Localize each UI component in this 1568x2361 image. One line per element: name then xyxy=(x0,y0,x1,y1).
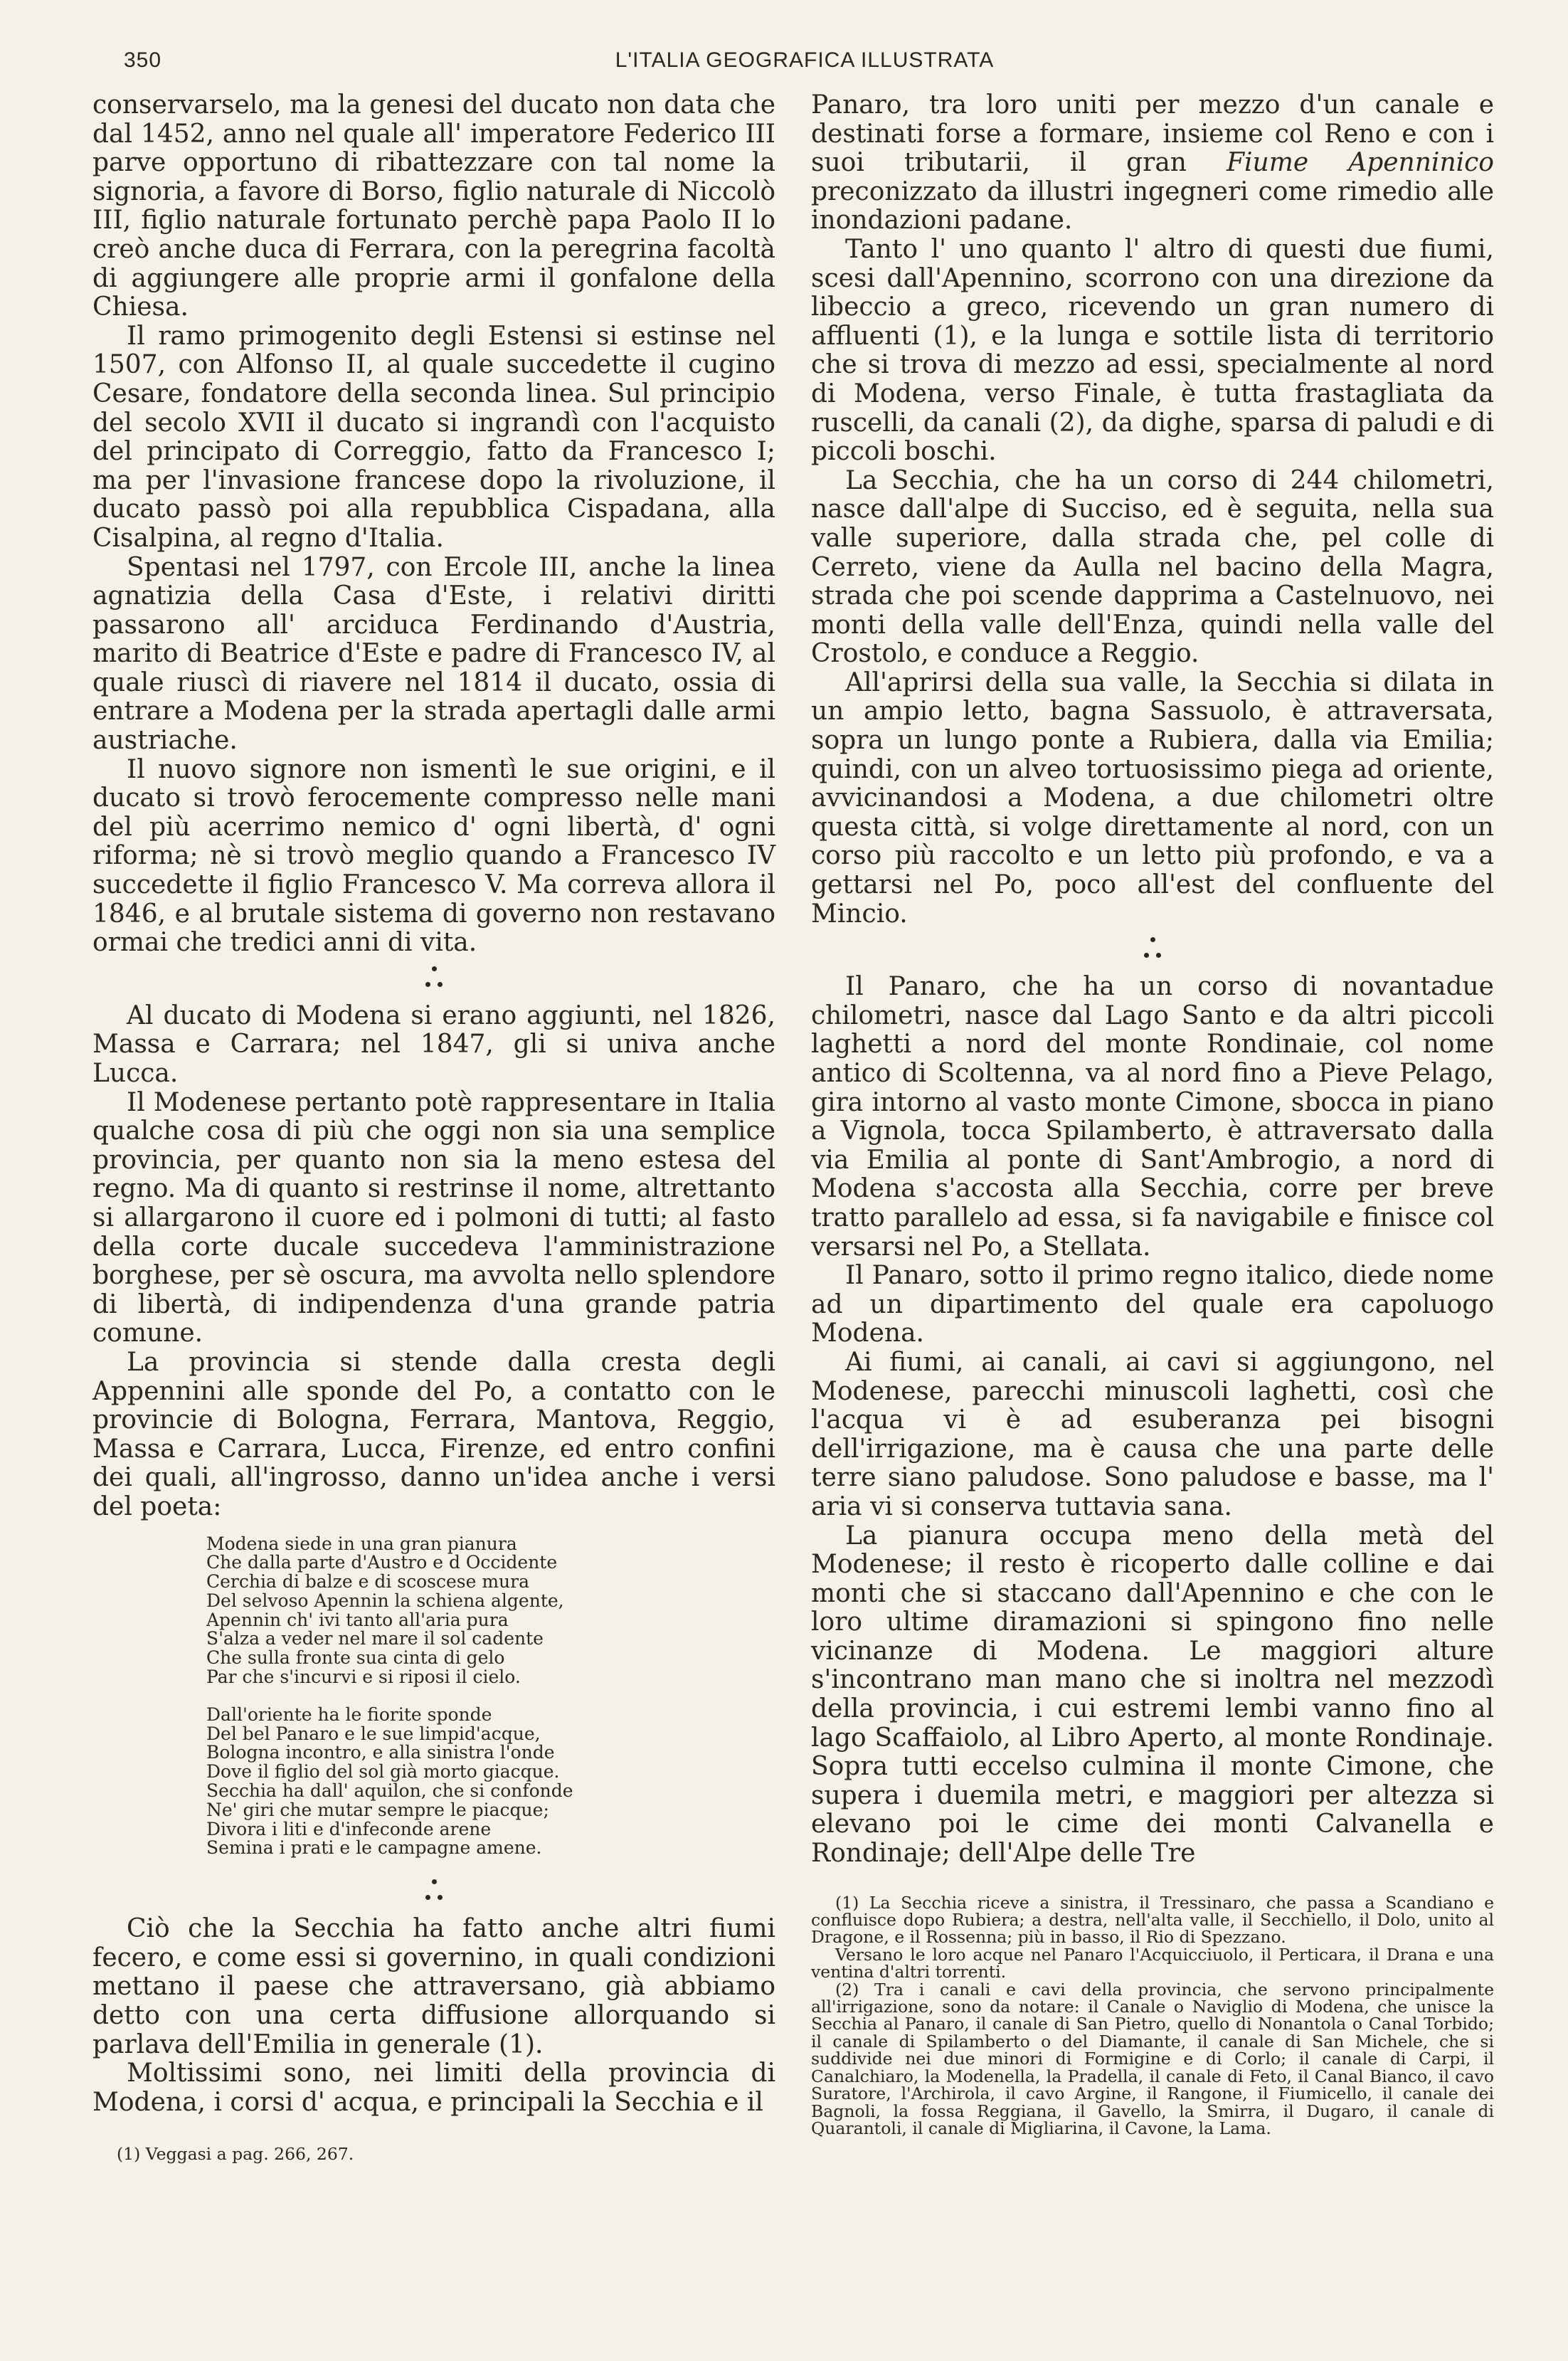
poem-line: Che sulla fronte sua cinta di gelo xyxy=(206,1647,505,1669)
left-column xyxy=(92,91,775,2163)
paragraph: Ciò che la Secchia ha fatto anche altri fiumi fecero, e come essi si governino, in quali condizioni mettano il paese che attraversano, già abbiamo detto con una certa diffusione allorquando si parlava dell'Emilia in generale (1). xyxy=(92,1914,775,2059)
paragraph: La provincia si stende dalla cresta degli Appennini alle sponde del Po, a contatto con le provincie di Bologna, Ferrara, Mantova, Reggio, Massa e Carrara, Lucca, Firenze, ed entro confini dei quali, all'ingrosso, danno un'idea anche i versi del poeta: xyxy=(92,1347,775,1521)
poem-line: Ne' giri che mutar sempre le piacque; xyxy=(206,1799,549,1820)
paragraph: Il nuovo signore non ismentì le sue origini, e il ducato si trovò ferocemente compresso nelle mani del più acerrimo nemico d' ogni libertà, d' ogni riforma; nè si trovò meglio quando a Francesco IV succedette il figlio Francesco V. Ma correva allora il 1846, e al brutale sistema di governo non restavano ormai che tredici anni di vita. xyxy=(92,754,775,958)
poem-line: Apennin ch' ivi tanto all'aria pura xyxy=(206,1609,509,1630)
paragraph: Il ramo primogenito degli Estensi si estinse nel 1507, con Alfonso II, al quale succedette il cugino Cesare, fondatore della seconda linea. Sul principio del secolo XVII il ducato si ingrandì con l'acquisto del principato di Correggio, fatto da Francesco I; ma per l'invasione francese dopo la rivoluzione, il ducato passò poi alla repubblica Cispadana, alla Cisalpina, al regno d'Italia. xyxy=(92,321,775,553)
poem-line: S'alza a veder nel mare il sol cadente xyxy=(206,1628,544,1649)
page-number: 350 xyxy=(124,48,162,72)
poem-line: Dall'oriente ha le fiorite sponde xyxy=(206,1704,492,1725)
paragraph: Panaro, tra loro uniti per mezzo d'un canale e destinati forse a formare, insieme col Reno e con i suoi tributarii, il gran Fiume Apenninico preconizzato da illustri ingegneri come rimedio alle inondazioni padane. xyxy=(811,90,1494,236)
poem-line: Del selvoso Apennin la schiena algente, xyxy=(206,1590,564,1611)
page-header xyxy=(118,44,1491,80)
paragraph: La Secchia, che ha un corso di 244 chilometri, nasce dall'alpe di Succiso, ed è seguita, nella sua valle superiore, dalla strada che, pel colle di Cerreto, viene da Aulla nel bacino della Magra, strada che poi scende dapprima a Castelnuovo, nei monti della valle dell'Enza, quindi nella valle del Crostolo, e conduce a Reggio. xyxy=(811,465,1494,669)
poem-line: Dove il figlio del sol già morto giacque. xyxy=(206,1761,560,1782)
section-separator-icon xyxy=(92,958,775,1002)
paragraph: Il Panaro, che ha un corso di novantadue chilometri, nasce dal Lago Santo e da altri piccoli laghetti a nord del monte Rondinaie, col nome antico di Scoltenna, va al nord fino a Pieve Pelago, gira intorno al vasto monte Cimone, sbocca in piano a Vignola, tocca Spilamberto, è attraversato dalla via Emilia al ponte di Sant'Ambrogio, a nord di Modena s'accosta alla Secchia, corre per breve tratto parallelo ad essa, si fa navigabile e finisce col versarsi nel Po, a Stellata. xyxy=(811,972,1494,1262)
paragraph: Moltissimi sono, nei limiti della provincia di Modena, i corsi d' acqua, e principali la Secchia e il xyxy=(92,2059,775,2117)
running-title: L'ITALIA GEOGRAFICA ILLUSTRATA xyxy=(615,48,995,72)
poem-line: Modena siede in una gran pianura xyxy=(206,1533,517,1554)
poem-line: Secchia ha dall' aquilon, che si confonde xyxy=(206,1780,573,1802)
paragraph: Il Modenese pertanto potè rappresentare in Italia qualche cosa di più che oggi non sia una semplice provincia, per quanto non sia la meno estesa del regno. Ma di quanto si restrinse il nome, altrettanto si allargarono il cuore ed i polmoni di tutti; al fasto della corte ducale succedeva l'amministrazione borghese, per sè oscura, ma avvolta nello splendore di libertà, di indipendenza d'una grande patria comune. xyxy=(92,1087,775,1348)
paragraph: Il Panaro, sotto il primo regno italico, diede nome ad un dipartimento del quale era capoluogo Modena. xyxy=(811,1261,1494,1348)
poem-line: Semina i prati e le campagne amene. xyxy=(206,1837,542,1859)
italic-term: Fiume Apenninico xyxy=(1227,148,1494,178)
footnote: (1) Veggasi a pag. 266, 267. xyxy=(117,2144,354,2165)
section-separator-icon xyxy=(92,1871,775,1915)
paragraph: Tanto l' uno quanto l' altro di questi due fiumi, scesi dall'Apennino, scorrono con una direzione da libeccio a greco, ricevendo un gran numero di affluenti (1), e la lunga e sottile lista di territorio che si trova di mezzo ad essi, specialmente al nord di Modena, verso Finale, è tutta frastagliata da ruscelli, da canali (2), da dighe, sparsa di paludi e di piccoli boschi. xyxy=(811,234,1494,467)
poem-line: Che dalla parte d'Austro e d Occidente xyxy=(206,1552,558,1573)
paragraph: Al ducato di Modena si erano aggiunti, nel 1826, Massa e Carrara; nel 1847, gli si univa anche Lucca. xyxy=(92,1000,775,1088)
footnote: (2) Tra i canali e cavi della provincia, che servono principalmente all'irrigazione, sono da notare: il Canale o Naviglio di Modena, che unisce la Secchia al Panaro, il canale di San Pietro, quello di Nonantola o Canal Torbido; il canale di Spilamberto o del Diamante, il canale di San Michele, che si suddivide nei due minori di Formigine e di Corlo; il canale di Carpi, il Canalchiaro, la Modenella, la Pradella, il canale di Feto, il Canal Bianco, il cavo Suratore, l'Archirola, il cavo Argine, il Rangone, il Fiumicello, il canale dei Bagnoli, la fossa Reggiana, il Gavello, la Smirra, il Dugaro, il canale di Quarantoli, il canale di Migliarina, il Cavone, la Lama. xyxy=(811,1979,1494,2138)
poem-line: Par che s'incurvi e si riposi il cielo. xyxy=(206,1667,521,1688)
poem-quote xyxy=(206,1535,775,1859)
footnote: Versano le loro acque nel Panaro l'Acquicciuolo, il Perticara, il Drana e una ventina d'altri torrenti. xyxy=(811,1944,1494,1982)
right-column xyxy=(811,91,1494,2137)
paragraph: conservarselo, ma la genesi del ducato non data che dal 1452, anno nel quale all' imperatore Federico III parve opportuno di ribattezzare con tal nome la signoria, a favore di Borso, figlio naturale di Niccolò III, figlio naturale fortunato perchè papa Paolo II lo creò anche duca di Ferrara, con la peregrina facoltà di aggiungere alle proprie armi il gonfalone della Chiesa. xyxy=(92,90,775,322)
poem-line: Bologna incontro, e alla sinistra l'onde xyxy=(206,1742,555,1763)
section-separator-icon xyxy=(811,929,1494,973)
poem-line: Divora i liti e d'infeconde arene xyxy=(206,1818,492,1839)
paragraph: Spentasi nel 1797, con Ercole III, anche la linea agnatizia della Casa d'Este, i relativi diritti passarono all' arciduca Ferdinando d'Austria, marito di Beatrice d'Este e padre di Francesco IV, al quale riuscì di riavere nel 1814 il ducato, ossia di entrare a Modena per la strada apertagli dalle armi austriache. xyxy=(92,552,775,756)
poem-line: Cerchia di balze e di scoscese mura xyxy=(206,1571,530,1593)
poem-line: Del bel Panaro e le sue limpid'acque, xyxy=(206,1723,541,1744)
paragraph: All'aprirsi della sua valle, la Secchia si dilata in un ampio letto, bagna Sassuolo, è attraversata, sopra un lungo ponte a Rubiera, dalla via Emilia; quindi, con un alveo tortuosissimo piega ad oriente, avvicinandosi a Modena, a due chilometri oltre questa città, si volge direttamente al nord, con un corso più raccolto e un letto più profondo, e va a gettarsi nel Po, poco all'est del confluente del Mincio. xyxy=(811,667,1494,929)
paragraph: La pianura occupa meno della metà del Modenese; il resto è ricoperto dalle colline e dai monti che si staccano dall'Apennino e che con le loro ultime diramazioni si spingono fino nelle vicinanze di Modena. Le maggiori alture s'incontrano man mano che si inoltra nel mezzodì della provincia, i cui estremi lembi vanno fino al lago Scaffaiolo, al Libro Aperto, al monte Rondinaje. Sopra tutti eccelso culmina il monte Cimone, che supera i duemila metri, e maggiori per altezza si elevano poi le cime dei monti Calvanella e Rondinaje; dell'Alpe delle Tre xyxy=(811,1521,1494,1869)
footnote: (1) La Secchia riceve a sinistra, il Tressinaro, che passa a Scandiano e confluisce dopo Rubiera; a destra, nell'alta valle, il Secchiello, il Dolo, unito al Dragone, e il Rossenna; più in basso, il Rio di Spezzano. xyxy=(811,1892,1494,1948)
paragraph: Ai fiumi, ai canali, ai cavi si aggiungono, nel Modenese, parecchi minuscoli laghetti, così che l'acqua vi è ad esuberanza pei bisogni dell'irrigazione, ma è causa che una parte delle terre siano paludose. Sono paludose e basse, ma l' aria vi si conserva tuttavia sana. xyxy=(811,1347,1494,1521)
